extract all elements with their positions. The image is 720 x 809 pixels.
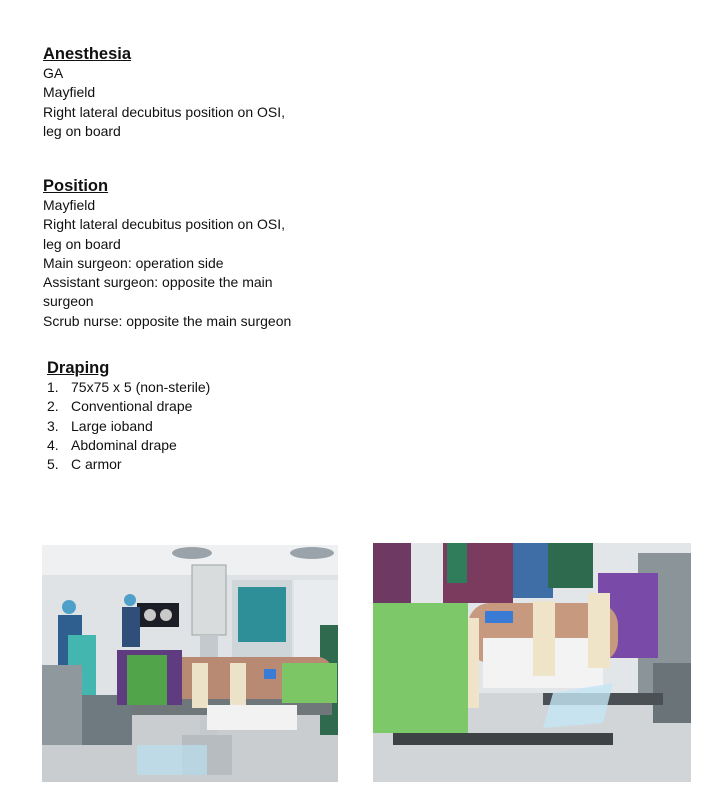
- list-number: 3.: [47, 417, 59, 434]
- list-item: [47, 397, 210, 416]
- position-line: Mayfield: [43, 197, 96, 213]
- list-item: [47, 455, 210, 474]
- anesthesia-line: Right lateral decubitus position on OSI,: [43, 103, 286, 120]
- list-item: [47, 378, 210, 397]
- position-line: leg on board: [43, 235, 121, 252]
- list-number: 5.: [47, 456, 59, 473]
- position-line: Main surgeon: operation side: [43, 254, 224, 271]
- list-number: 2.: [47, 398, 59, 415]
- list-number: 1.: [47, 379, 59, 395]
- position-heading: Position: [43, 177, 109, 195]
- anesthesia-heading: Anesthesia: [43, 45, 132, 63]
- position-line: Assistant surgeon: opposite the main: [43, 274, 273, 291]
- position-line: surgeon: [43, 293, 94, 310]
- draping-list: [47, 378, 210, 474]
- anesthesia-line: Mayfield: [43, 84, 96, 101]
- operating-room-photo-right: [373, 543, 691, 782]
- list-item: [47, 417, 210, 436]
- list-item: [47, 436, 210, 455]
- anesthesia-section: [43, 44, 285, 141]
- operating-room-photo-left: [42, 545, 338, 782]
- draping-heading: Draping: [47, 359, 110, 377]
- anesthesia-line: GA: [43, 65, 64, 81]
- position-section: [43, 176, 291, 331]
- operating-room-scene-right: [373, 543, 691, 782]
- list-text: C armor: [71, 456, 122, 473]
- list-text: 75x75 x 5 (non-sterile): [71, 379, 211, 395]
- position-line: Scrub nurse: opposite the main surgeon: [43, 312, 292, 329]
- draping-section: [47, 358, 210, 474]
- list-text: Conventional drape: [71, 398, 193, 415]
- anesthesia-line: leg on board: [43, 122, 121, 139]
- position-line: Right lateral decubitus position on OSI,: [43, 216, 286, 233]
- list-text: Large ioband: [71, 417, 153, 434]
- operating-room-scene-left: [42, 545, 338, 782]
- list-number: 4.: [47, 436, 59, 453]
- list-text: Abdominal drape: [71, 436, 177, 453]
